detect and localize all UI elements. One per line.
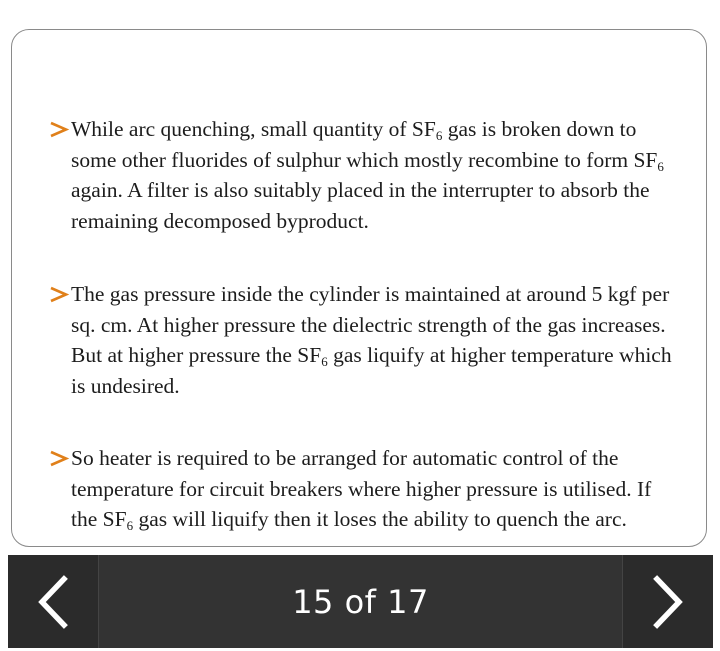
arrow-bullet-icon <box>48 443 70 473</box>
bullet-text: So heater is required to be arranged for automatic control of the temperature for circuit breakers where higher pressure is utilised. If the $SF_6$ gas will liquify then it loses the ability to quench the arc. <box>71 446 652 533</box>
bullet-item-2 <box>48 279 678 401</box>
bullet-item-1 <box>48 114 678 236</box>
slide-card <box>11 29 707 547</box>
chevron-right-icon <box>648 574 688 630</box>
arrow-bullet-icon <box>48 114 70 144</box>
previous-slide-button[interactable] <box>8 555 99 648</box>
next-slide-button[interactable] <box>622 555 713 648</box>
bullet-text: While arc quenching, small quantity of $SF_6$ gas is broken down to some other fluorides of sulphur which mostly recombine to form $SF_6$ again. A filter is also suitably placed in the interrupter to absorb the remaining decomposed byproduct. <box>71 117 664 233</box>
page-counter: 15 of 17 <box>292 582 429 621</box>
bullet-text: The gas pressure inside the cylinder is maintained at around 5 kgf per sq. cm. At higher pressure the dielectric strength of the gas increases. But at higher pressure the $SF_6$ gas liquify at higher temperature which is undesired. <box>71 282 672 398</box>
bullet-item-3 <box>48 443 678 535</box>
arrow-bullet-icon <box>48 279 70 309</box>
chevron-left-icon <box>33 574 73 630</box>
slide-navigation-bar <box>8 555 713 648</box>
